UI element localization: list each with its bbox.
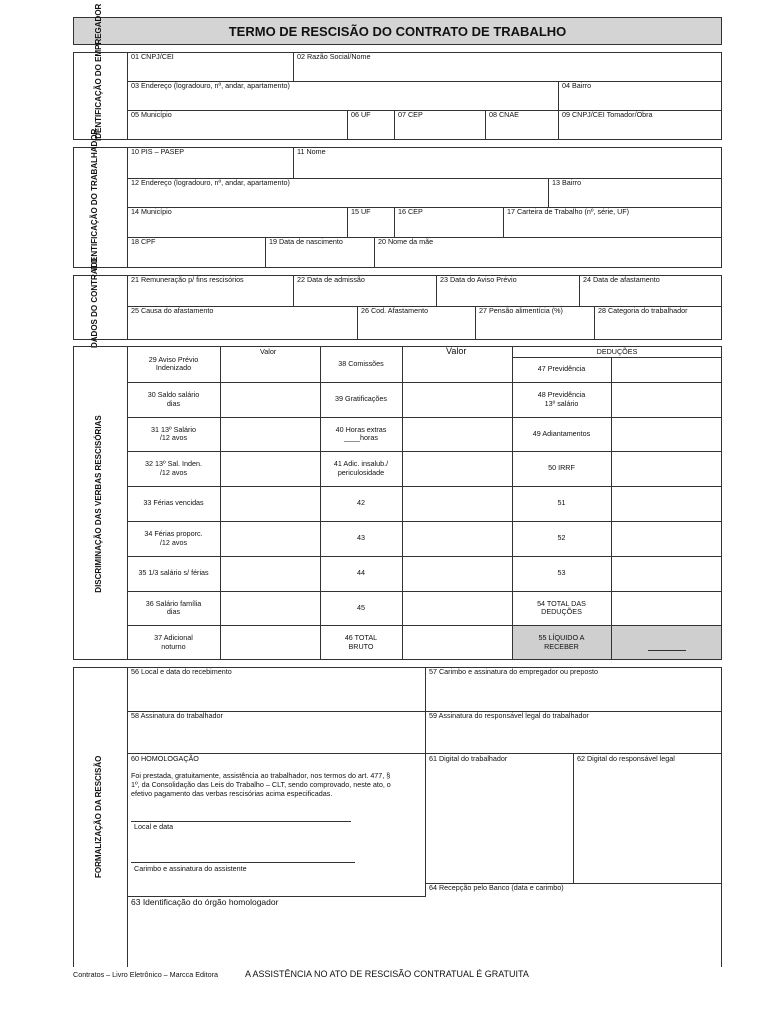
verba-col3-item-2: 48 Previdência 13º salário	[537, 390, 586, 408]
verba-col3-item-8: 54 TOTAL DAS DEDUÇÕES	[537, 598, 586, 616]
verba-col1-item-2: 30 Saldo salário dias	[147, 390, 200, 408]
verba-col2-item-7: 44	[357, 568, 365, 578]
verba-col1-item-6: 34 Férias proporc. /12 avos	[144, 529, 203, 547]
verba-col1-item-3: 31 13º Salário /12 avos	[151, 424, 196, 442]
section-label-trabalhador: IDENTIFICAÇÃO DO TRABALHADOR	[90, 128, 99, 270]
field-64[interactable]: 64 Recepção pelo Banco (data e carimbo)	[429, 883, 564, 892]
field-25[interactable]: 25 Causa do afastamento	[131, 306, 214, 315]
verba-col2-item-3: 40 Horas extras ____horas	[335, 424, 387, 442]
section-label-empregador: IDENTIFICAÇÃO DO EMPREGADOR	[94, 3, 103, 141]
verba-col3-item-3: 49 Adiantamentos	[532, 428, 591, 438]
field-56[interactable]: 56 Local e data do recebimento	[131, 667, 232, 676]
verba-col2-item-5: 42	[357, 498, 365, 508]
verba-col1-item-7: 35 1/3 salário s/ férias	[138, 568, 209, 578]
field-11[interactable]: 11 Nome	[297, 147, 326, 156]
field-28[interactable]: 28 Categoria do trabalhador	[598, 306, 688, 315]
field-05[interactable]: 05 Município	[131, 110, 172, 119]
verba-col1-item-4: 32 13º Sal. Inden. /12 avos	[145, 459, 202, 477]
field-17[interactable]: 17 Carteira de Trabalho (nº, série, UF)	[507, 207, 630, 216]
verba-col1-item-5: 33 Férias vencidas	[143, 498, 204, 508]
header-valor-2: Valor	[446, 346, 467, 356]
field-16[interactable]: 16 CEP	[398, 207, 423, 216]
verba-col3-item-6: 52	[557, 533, 566, 543]
field-01[interactable]: 01 CNPJ/CEI	[131, 52, 174, 61]
field-19[interactable]: 19 Data de nascimento	[269, 237, 343, 246]
field-61[interactable]: 61 Digital do trabalhador	[429, 754, 508, 763]
verba-col1-item-9: 37 Adicional noturno	[154, 633, 193, 651]
page-title: TERMO DE RESCISÃO DO CONTRATO DE TRABALHO	[73, 17, 722, 45]
field-18[interactable]: 18 CPF	[131, 237, 156, 246]
field-22[interactable]: 22 Data de admissão	[297, 275, 365, 284]
verba-col1-item-8: 36 Salário família dias	[145, 598, 202, 616]
header-valor-1: Valor	[260, 347, 277, 356]
verba-col3-item-9: 55 LÍQUIDO A RECEBER	[538, 633, 585, 651]
field-27[interactable]: 27 Pensão alimentícia (%)	[479, 306, 563, 315]
field-10[interactable]: 10 PIS – PASEP	[131, 147, 185, 156]
field-15[interactable]: 15 UF	[351, 207, 371, 216]
field-04[interactable]: 04 Bairro	[562, 81, 592, 90]
field-59[interactable]: 59 Assinatura do responsável legal do trabalhador	[429, 711, 589, 720]
local-data-label: Local e data	[134, 822, 174, 831]
verba-col2-item-8: 45	[357, 602, 365, 612]
verba-col2-item-2: 39 Gratificações	[335, 394, 387, 404]
field-57[interactable]: 57 Carimbo e assinatura do empregador ou preposto	[429, 667, 599, 676]
header-deducoes: DEDUÇÕES	[596, 347, 638, 356]
verba-col3-item-7: 53	[557, 568, 566, 578]
verba-col1-item-1: 29 Aviso Prévio Indenizado	[148, 354, 199, 372]
field-06[interactable]: 06 UF	[351, 110, 371, 119]
field-63[interactable]: 63 Identificação do órgão homologador	[131, 897, 279, 907]
field-14[interactable]: 14 Município	[131, 207, 172, 216]
field-24[interactable]: 24 Data de afastamento	[583, 275, 660, 284]
section-label-formalizacao: FORMALIZAÇÃO DA RESCISÃO	[94, 755, 103, 878]
field-21[interactable]: 21 Remuneração p/ fins rescisórios	[131, 275, 244, 284]
field-60[interactable]: 60 HOMOLOGAÇÃO	[131, 754, 199, 763]
verba-col2-item-6: 43	[357, 533, 365, 543]
field-20[interactable]: 20 Nome da mãe	[378, 237, 434, 246]
section-label-contrato: DADOS DO CONTRATO	[90, 258, 99, 348]
carimbo-assistente-label: Carimbo e assinatura do assistente	[134, 864, 247, 873]
verba-col2-item-4: 41 Adic. insalub./ periculosidade	[333, 459, 389, 477]
verba-col3-item-1: 47 Previdência	[537, 364, 586, 374]
field-58[interactable]: 58 Assinatura do trabalhador	[131, 711, 223, 720]
homologacao-text: Foi prestada, gratuitamente, assistência ao trabalhador, nos termos do art. 477, § 1º, da Consolidação das Leis do Trabalho – CLT, sendo comprovado, neste ato, o efetivo pagamento das verbas rescisórias acima especificadas.	[131, 771, 391, 798]
field-07[interactable]: 07 CEP	[398, 110, 423, 119]
field-26[interactable]: 26 Cod. Afastamento	[361, 306, 429, 315]
verba-col3-item-4: 50 IRRF	[548, 463, 575, 473]
field-13[interactable]: 13 Bairro	[552, 178, 582, 187]
field-62[interactable]: 62 Digital do responsável legal	[577, 754, 675, 763]
section-label-verbas: DISCRIMINAÇÃO DAS VERBAS RESCISÓRIAS	[94, 415, 103, 593]
field-12[interactable]: 12 Endereço (logradouro, nº, andar, apartamento)	[131, 178, 290, 187]
field-09[interactable]: 09 CNPJ/CEI Tomador/Obra	[562, 110, 653, 119]
verba-col3-item-5: 51	[557, 498, 566, 508]
field-03[interactable]: 03 Endereço (logradouro, nº, andar, apartamento)	[131, 81, 290, 90]
field-02[interactable]: 02 Razão Social/Nome	[297, 52, 371, 61]
field-08[interactable]: 08 CNAE	[489, 110, 519, 119]
footer-notice: A ASSISTÊNCIA NO ATO DE RESCISÃO CONTRATUAL É GRATUITA	[245, 969, 529, 979]
field-23[interactable]: 23 Data do Aviso Prévio	[440, 275, 517, 284]
verba-col2-item-9: 46 TOTAL BRUTO	[344, 633, 378, 651]
verba-col2-item-1: 38 Comissões	[338, 358, 384, 368]
footer-publisher: Contratos – Livro Eletrônico – Marcca Editora	[73, 970, 219, 979]
